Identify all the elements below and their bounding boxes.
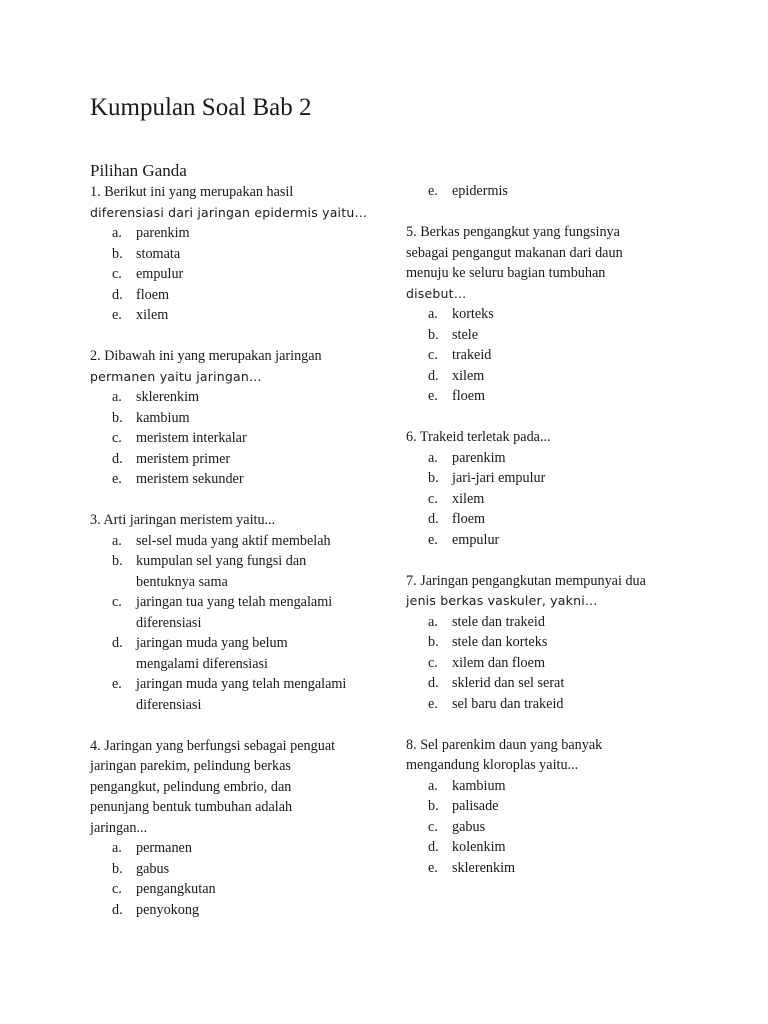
option-letter: b.: [428, 634, 439, 650]
option-text: meristem sekunder: [136, 471, 244, 487]
option-text: bentuknya sama: [136, 573, 228, 590]
section-title: Pilihan Ganda: [90, 161, 187, 180]
option-text: xilem: [452, 490, 485, 507]
option-text: sel baru dan trakeid: [452, 695, 564, 712]
option-letter: b.: [428, 326, 439, 343]
option: [112, 408, 390, 429]
question-right-1: [406, 222, 706, 407]
option-letter: c.: [112, 430, 122, 446]
question-text-line: jaringan...: [90, 819, 148, 836]
option-text: kambium: [136, 409, 190, 426]
option-letter: e.: [428, 531, 438, 548]
option: [428, 448, 706, 469]
option-letter: c.: [428, 490, 438, 507]
option-text: parenkim: [452, 449, 506, 466]
option-text: penyokong: [136, 901, 200, 918]
option: [428, 468, 706, 489]
question-left-4: [90, 736, 390, 921]
question-right-2: [406, 427, 706, 550]
option: [112, 387, 390, 408]
option-text: meristem primer: [136, 450, 231, 467]
page-title: Kumpulan Soal Bab 2: [90, 94, 312, 121]
option-text: stele: [452, 326, 478, 343]
option-text: floem: [452, 511, 486, 527]
question-text-line: 4. Jaringan yang berfungsi sebagai penguat: [90, 737, 336, 754]
option: [112, 551, 390, 572]
option-letter: c.: [112, 594, 122, 610]
option: [112, 449, 390, 470]
option-text: palisade: [452, 798, 499, 814]
question-text-line: mengandung kloroplas yaitu...: [406, 757, 579, 773]
option-text: xilem dan floem: [452, 654, 545, 671]
option: [428, 837, 706, 858]
option-text: sklerid dan sel serat: [452, 675, 565, 691]
question-text-line: 5. Berkas pengangkut yang fungsinya: [406, 224, 620, 240]
option: [112, 592, 390, 613]
option-letter: e.: [428, 859, 438, 876]
question-text-line: 6. Trakeid terletak pada...: [406, 429, 551, 445]
option-text: diferensiasi: [136, 614, 202, 631]
left-question-list: [90, 182, 390, 920]
option-text: kolenkim: [452, 839, 506, 855]
option-text: kumpulan sel yang fungsi dan: [136, 553, 307, 569]
option-list: [112, 838, 390, 920]
question-text-line: 2. Dibawah ini yang merupakan jaringan: [90, 348, 322, 364]
left-column: [90, 160, 390, 941]
option: [428, 632, 706, 653]
option-letter: d.: [428, 839, 439, 855]
option-letter: a.: [112, 389, 122, 405]
option-letter: d.: [428, 675, 439, 691]
option-letter: a.: [428, 449, 438, 466]
question-text-line: 7. Jaringan pengangkutan mempunyai dua: [406, 572, 646, 589]
right-column: [406, 181, 706, 899]
option-letter: a.: [428, 613, 438, 630]
option: [428, 509, 706, 530]
option-letter: b.: [112, 553, 123, 569]
option-letter: a.: [112, 532, 122, 549]
option: [428, 366, 706, 387]
option: [112, 654, 390, 675]
option: [428, 673, 706, 694]
option-text: sklerenkim: [452, 859, 516, 876]
option: [428, 858, 706, 879]
option: [112, 879, 390, 900]
option-list: [428, 304, 706, 407]
option-text: mengalami diferensiasi: [136, 655, 268, 672]
option: [112, 838, 390, 859]
option-text: jaringan muda yang belum: [136, 635, 288, 651]
option: [428, 530, 706, 551]
option-letter: d.: [428, 367, 439, 384]
option-letter: d.: [112, 286, 123, 303]
option-letter: c.: [428, 818, 438, 835]
option: [112, 695, 390, 716]
question-text-line: 1. Berikut ini yang merupakan hasil: [90, 184, 294, 200]
option: [112, 285, 390, 306]
option-text: permanen: [136, 840, 192, 856]
question-text-line: diferensiasi dari jaringan epidermis yaitu…: [90, 204, 368, 220]
option-text: sklerenkim: [136, 389, 200, 405]
option-letter: e.: [428, 388, 438, 404]
option-letter: e.: [112, 307, 122, 323]
option-letter: b.: [428, 798, 439, 814]
question-right-4: [406, 735, 706, 879]
right-question-list: [406, 222, 706, 878]
option-text: xilem: [136, 307, 169, 323]
question-text-line: penunjang bentuk tumbuhan adalah: [90, 799, 293, 815]
option-text: stele dan trakeid: [452, 613, 545, 630]
option-letter: c.: [112, 881, 122, 897]
option-letter: e.: [112, 471, 122, 487]
option-letter: [112, 654, 136, 675]
option: [428, 386, 706, 407]
option: [428, 653, 706, 674]
option-letter: e.: [428, 183, 438, 199]
question-left-1: [90, 182, 390, 326]
option-text: diferensiasi: [136, 696, 202, 713]
option-text: gabus: [136, 860, 170, 877]
option-text: floem: [136, 286, 170, 303]
option-text: sel-sel muda yang aktif membelah: [136, 532, 331, 549]
option-text: korteks: [452, 306, 494, 322]
question-text-line: pengangkut, pelindung embrio, dan: [90, 778, 292, 795]
option: [428, 345, 706, 366]
question-right-3: [406, 571, 706, 715]
option-letter: c.: [112, 266, 122, 282]
option-text: stele dan korteks: [452, 634, 548, 650]
option-text: jaringan tua yang telah mengalami: [136, 594, 333, 610]
option-text: epidermis: [452, 183, 508, 199]
option: [428, 304, 706, 325]
option: [112, 469, 390, 490]
option-letter: b.: [428, 470, 439, 486]
option: [428, 776, 706, 797]
option-letter: [112, 572, 136, 593]
option-letter: b.: [112, 409, 123, 426]
option-text: empulur: [136, 266, 184, 282]
option-letter: a.: [112, 225, 122, 241]
option: [112, 633, 390, 654]
option-letter: d.: [112, 450, 123, 467]
option-letter: b.: [112, 860, 123, 877]
option: [112, 223, 390, 244]
continued-option: [428, 181, 706, 202]
option-text: kambium: [452, 777, 506, 794]
option-text: floem: [452, 388, 486, 404]
option-text: pengangkutan: [136, 881, 216, 897]
option: [112, 859, 390, 880]
option-letter: d.: [428, 511, 439, 527]
option-letter: e.: [112, 676, 122, 692]
option-letter: d.: [112, 901, 123, 918]
option-letter: c.: [428, 347, 438, 363]
option-letter: a.: [428, 777, 438, 794]
option: [112, 264, 390, 285]
option: [112, 674, 390, 695]
option-text: gabus: [452, 818, 486, 835]
question-text-line: disebut…: [406, 285, 467, 301]
question-text-line: jaringan parekim, pelindung berkas: [90, 758, 291, 774]
option-letter: b.: [112, 245, 123, 262]
option-letter: c.: [428, 654, 438, 671]
option-list: [112, 223, 390, 326]
option-text: xilem: [452, 367, 485, 384]
option-list: [112, 531, 390, 716]
option-text: trakeid: [452, 347, 492, 363]
option: [112, 428, 390, 449]
option-text: jaringan muda yang telah mengalami: [136, 676, 347, 692]
option: [428, 817, 706, 838]
question-left-3: [90, 510, 390, 715]
option-letter: [112, 613, 136, 634]
option-letter: d.: [112, 635, 123, 651]
option: [428, 796, 706, 817]
option: [112, 572, 390, 593]
question-text-line: menuju ke seluru bagian tumbuhan: [406, 265, 606, 281]
option-list: [428, 612, 706, 715]
option: [112, 305, 390, 326]
option: [428, 612, 706, 633]
option: [428, 489, 706, 510]
option-letter: [112, 695, 136, 716]
option: [428, 181, 706, 202]
question-text-line: 3. Arti jaringan meristem yaitu...: [90, 512, 276, 528]
question-text-line: 8. Sel parenkim daun yang banyak: [406, 736, 603, 753]
option-letter: e.: [428, 695, 438, 712]
option-list: [428, 776, 706, 879]
question-text-line: permanen yaitu jaringan…: [90, 368, 262, 384]
option-text: meristem interkalar: [136, 430, 247, 446]
option: [112, 531, 390, 552]
option-letter: a.: [112, 840, 122, 856]
option: [112, 244, 390, 265]
option: [428, 694, 706, 715]
option-text: stomata: [136, 245, 181, 262]
question-text-line: jenis berkas vaskuler, yakni…: [406, 593, 598, 608]
question-text-line: sebagai pengangut makanan dari daun: [406, 244, 623, 261]
question-left-2: [90, 346, 390, 490]
option-list: [428, 448, 706, 551]
option-text: parenkim: [136, 225, 190, 241]
option-text: empulur: [452, 531, 500, 548]
option: [112, 900, 390, 921]
option-letter: a.: [428, 306, 438, 322]
option-text: jari-jari empulur: [452, 470, 546, 486]
option: [112, 613, 390, 634]
option: [428, 325, 706, 346]
option-list: [112, 387, 390, 490]
